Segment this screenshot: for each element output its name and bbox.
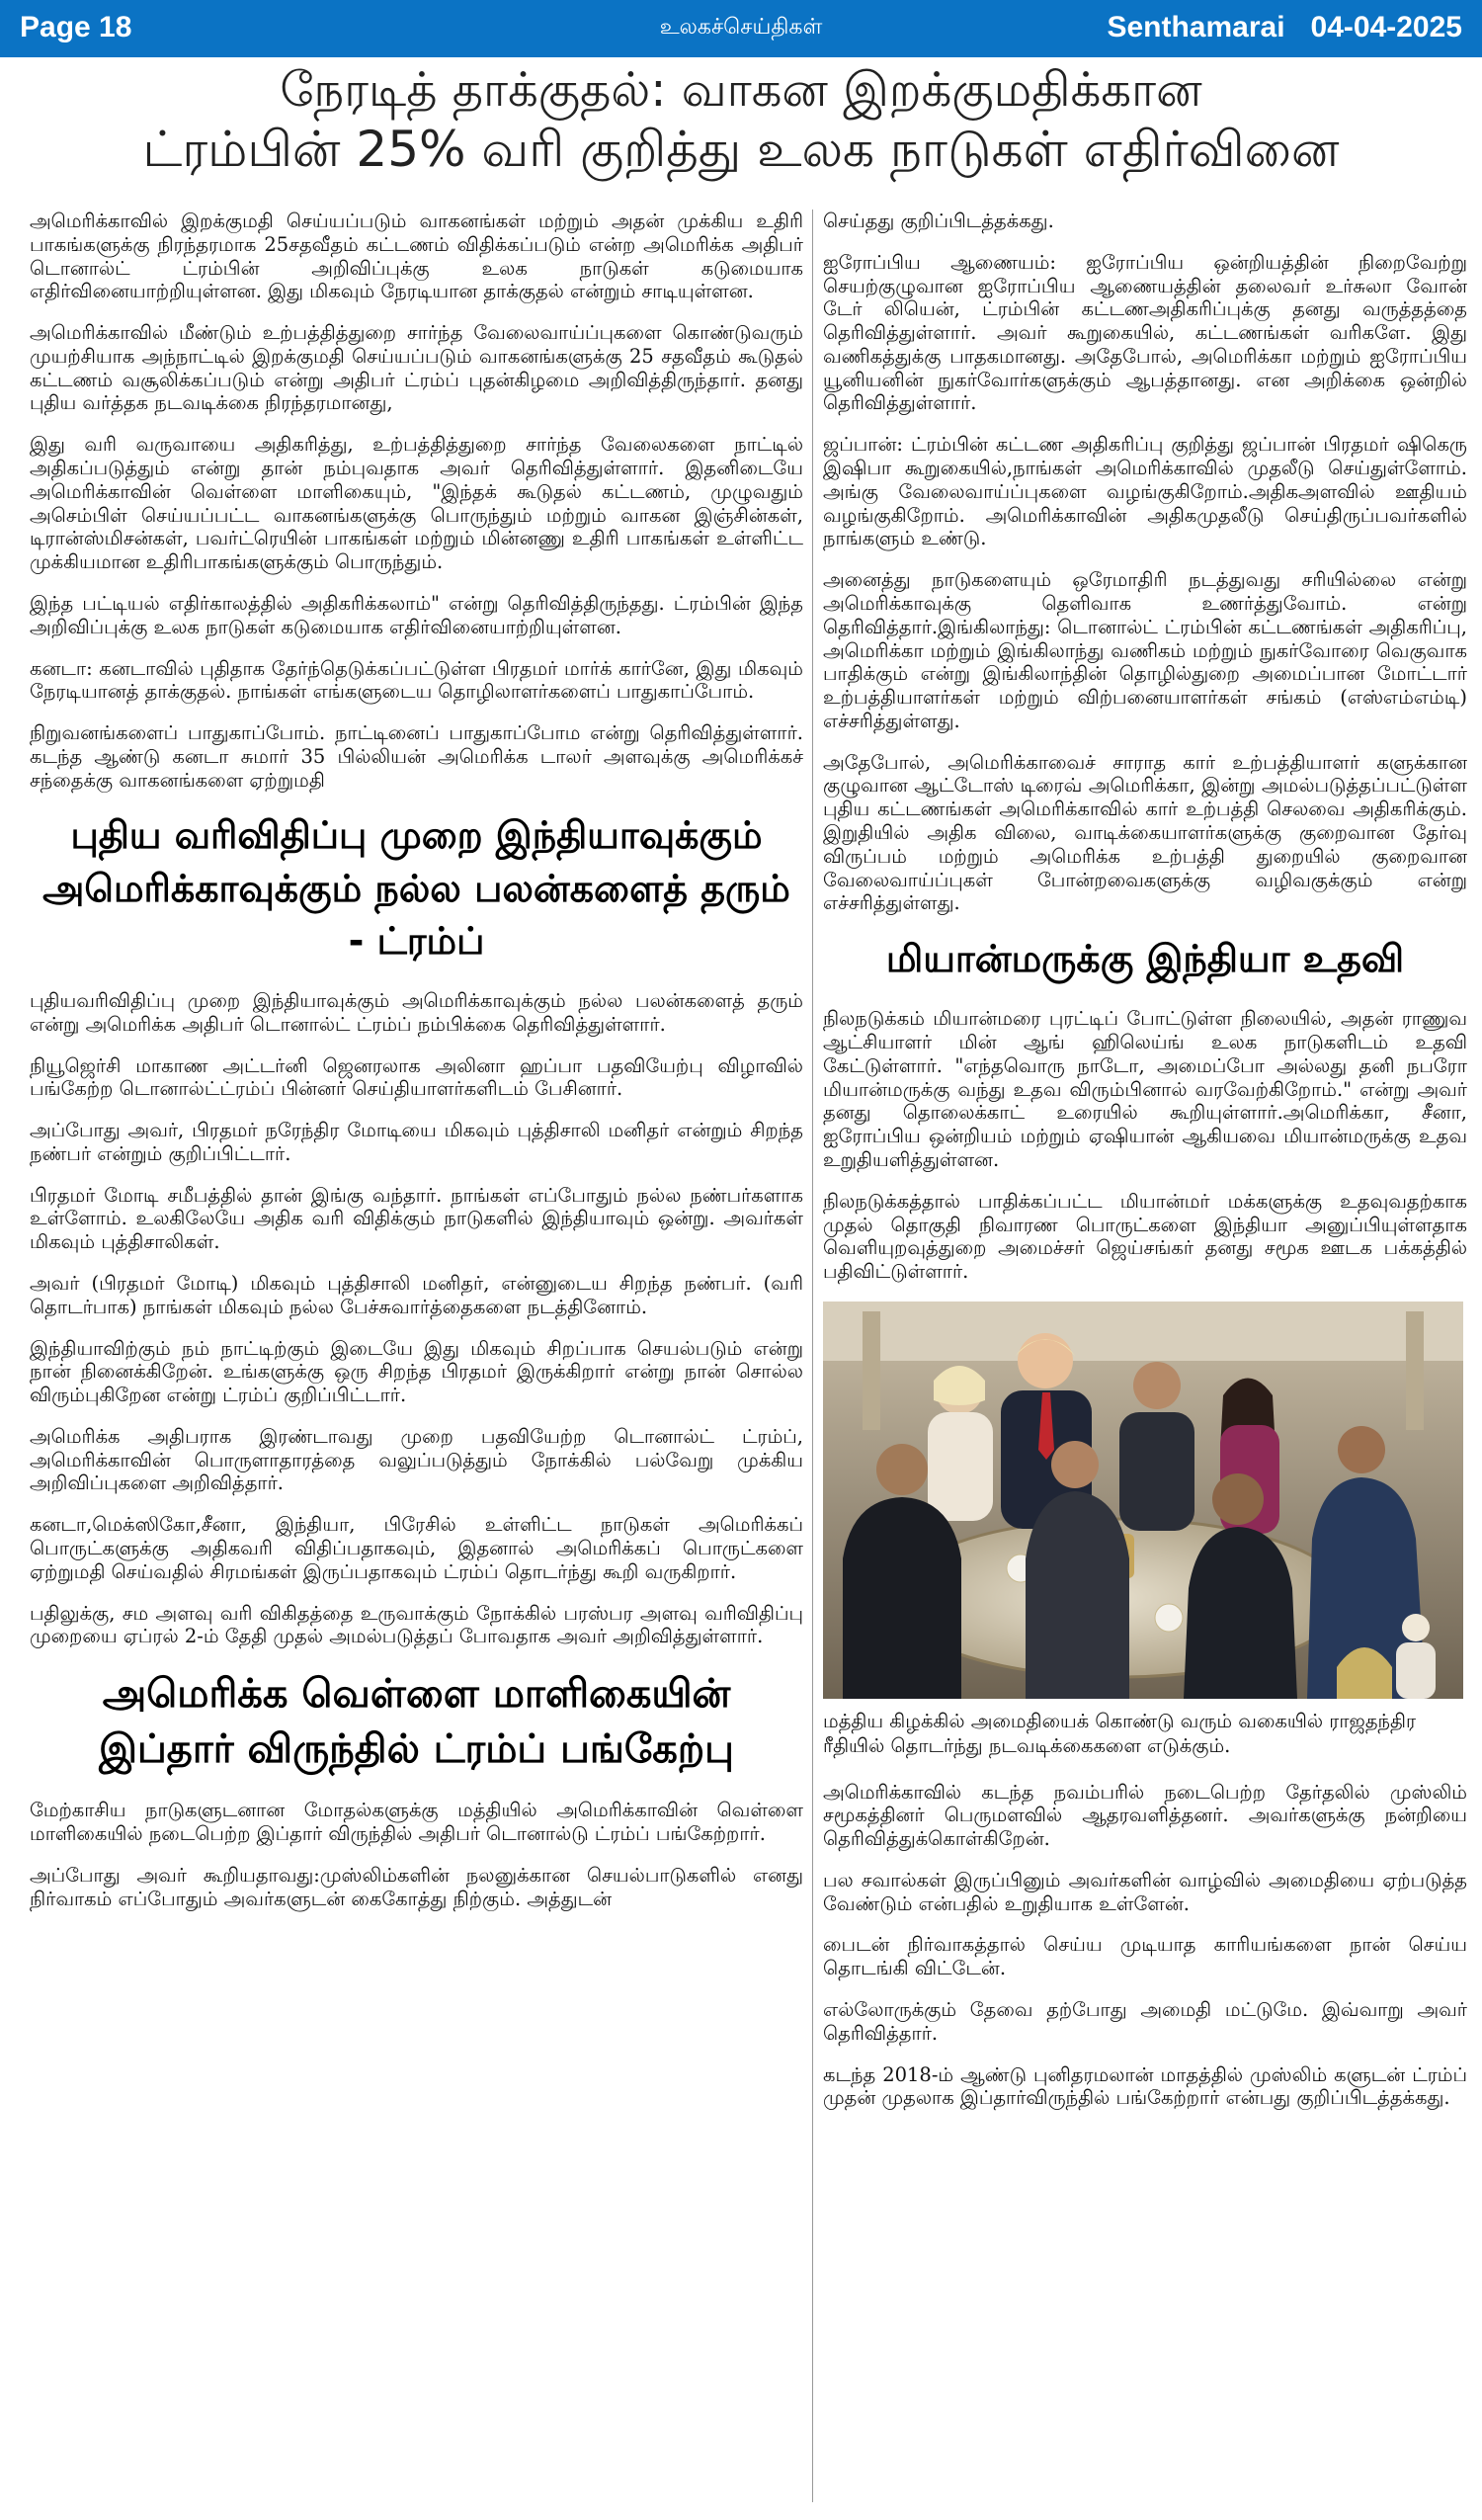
article-paragraph: நிலநடுக்கம் மியான்மரை புரட்டிப் போட்டுள்ள நிலையில், அதன் ராணுவ ஆட்சியாளர் மின் ஆங் ஹிலெய்ங் உலக நாடுகளிடம் உதவி கேட்டுள்ளார். "எந்தவொரு நாடோ, அமைப்போ அல்லது தனி நபரோ மியான்மருக்கு வந்து உதவ விரும்பினால் வரவேற்கிறோம்." என்று அவர் தனது தொலைக்காட் உரையில் கூறியுள்ளார்.அமெரிக்கா, சீனா, ஐரோப்பிய ஒன்றியம் மற்றும் ஏஷியான் ஆகியவை மியான்மருக்கு உதவ உறுதியளித்துள்ளன. (823, 1007, 1467, 1171)
article-paragraph: இந்த பட்டியல் எதிர்காலத்தில் அதிகரிக்கலாம்" என்று தெரிவித்திருந்தது. ட்ரம்பின் இந்த அறிவிப்புக்கு உலக நாடுகள் கடுமையாக எதிர்வினையாற்றியுள்ளன. (30, 591, 803, 638)
subheadline-iftar: அமெரிக்க வெள்ளை மாளிகையின் இப்தார் விருந்தில் ட்ரம்ப் பங்கேற்பு (99, 1671, 734, 1773)
article-tariff-continued (823, 210, 1467, 915)
article-paragraph: அனைத்து நாடுகளையும் ஒரேமாதிரி நடத்துவது சரியில்லை என்று அமெரிக்காவுக்கு தெளிவாக உணர்த்துவோம். என்று தெரிவித்தார்.இங்கிலாந்து: டொனால்ட் ட்ரம்பின் கட்டணங்கள் அதிகரிப்பு, அமெரிக்கா மற்றும் இங்கிலாந்து வணிகம் மற்றும் நுகர்வோரை வெகுவாக பாதிக்கும் என்று இங்கிலாந்தின் தொழில்துறை அமைப்பான மோட்டார் உற்பத்தியாளர்கள் மற்றும் விற்பனையாளர்கள் சங்கம் (எஸ்எம்எம்டி) எச்சரித்துள்ளது. (823, 568, 1467, 732)
article-paragraph: ஐரோப்பிய ஆணையம்: ஐரோப்பிய ஒன்றியத்தின் நிறைவேற்று செயற்குழுவான ஐரோப்பிய ஆணையத்தின் தலைவர் உர்சுலா வோன் டேர் லியென், ட்ரம்பின் கட்டணஅதிகரிப்புக்கு தனது வருத்தத்தை தெரிவித்துள்ளார். அவர் கூறுகையில், கட்டணங்கள் வரிகளே. இது வணிகத்துக்கு பாதகமானது. அதேபோல், அமெரிக்கா மற்றும் ஐரோப்பிய யூனியனின் நுகர்வோர்களுக்கும் ஆபத்தானது. என அறிக்கை ஒன்றில் தெரிவித்துள்ளார். (823, 250, 1467, 415)
publication-name: Senthamarai (1107, 11, 1285, 43)
article-paragraph: மேற்காசிய நாடுகளுடனான மோதல்களுக்கு மத்தியில் அமெரிக்காவின் வெள்ளை மாளிகையில் நடைபெற்ற இப்தார் விருந்தில் அதிபர் டொனால்டு ட்ரம்ப் பங்கேற்றார். (30, 1799, 803, 1845)
article-paragraph: பல சவால்கள் இருப்பினும் அவர்களின் வாழ்வில் அமைதியை ஏற்படுத்த வேண்டும் என்பதில் உறுதியாக உள்ளேன். (823, 1868, 1467, 1915)
article-paragraph: பைடன் நிர்வாகத்தால் செய்ய முடியாத காரியங்களை நான் செய்ய தொடங்கி விட்டேன். (823, 1933, 1467, 1980)
article-paragraph: புதியவரிவிதிப்பு முறை இந்தியாவுக்கும் அமெரிக்காவுக்கும் நல்ல பலன்களைத் தரும் என்று அமெரிக்க அதிபர் டொனால்ட் ட்ரம்ப் நம்பிக்கை தெரிவித்துள்ளார். (30, 988, 803, 1036)
subheadline-india-tariff: புதிய வரிவிதிப்பு முறை இந்தியாவுக்கும் அமெரிக்காவுக்கும் நல்ல பலன்களைத் தரும் - ட்ரம்ப் (42, 813, 790, 963)
article-paragraph: கனடா: கனடாவில் புதிதாக தேர்ந்தெடுக்கப்பட்டுள்ள பிரதமர் மார்க் கார்னே, இது மிகவும் நேரடியானத் தாக்குதல். நாங்கள் எங்களுடைய தொழிலாளர்களைப் பாதுகாப்போம். (30, 656, 803, 704)
main-headline (20, 61, 1462, 180)
article-paragraph: நியூஜெர்சி மாகாண அட்டர்னி ஜெனரலாக அலினா ஹப்பா பதவியேற்பு விழாவில் பங்கேற்ற டொனால்ட்ட்ரம்ப் பின்னர் செய்தியாளர்களிடம் பேசினார். (30, 1053, 803, 1101)
article-iftar (30, 1799, 803, 1910)
headline-line-2: ட்ரம்பின் 25% வரி குறித்து உலக நாடுகள் எதிர்வினை (142, 120, 1340, 178)
headline-line-1: நேரடித் தாக்குதல்: வாகன இறக்குமதிக்கான (280, 62, 1202, 118)
article-paragraph: இது வரி வருவாயை அதிகரித்து, உற்பத்தித்துறை சார்ந்த வேலைகளை நாட்டில் அதிகப்படுத்தும் என்று தான் நம்புவதாக அவர் தெரிவித்துள்ளார். இதனிடையே அமெரிக்காவின் வெள்ளை மாளிகையும், "இந்தக் கூடுதல் கட்டணம், முழுவதும் அசெம்பிள் செய்யப்பட்ட வாகனங்களுக்கு பொருந்தும் மற்றும் வாகன இஞ்சின்கள், டிரான்ஸ்மிசன்கள், பவர்ட்ரெயின் பாகங்கள் மற்றும் மின்னணு உதிரி பாகங்கள் உள்ளிட்ட முக்கியமான உதிரிபாகங்களுக்கும் பொருந்தும். (30, 433, 803, 574)
section-title: உலகச்செய்திகள் (659, 14, 823, 39)
article-myanmar (823, 1007, 1467, 1284)
subheadline-myanmar: மியான்மருக்கு இந்தியா உதவி (885, 937, 1405, 981)
article-paragraph: அதேபோல், அமெரிக்காவைச் சாராத கார் உற்பத்தியாளர் களுக்கான குழுவான ஆட்டோஸ் டிரைவ் அமெரிக்கா, இன்று அமல்படுத்தப்பட்டுள்ள புதிய கட்டணங்கள் அமெரிக்காவில் கார் உற்பத்தி செலவை அதிகரிக்கும். இறுதியில் அதிக விலை, வாடிக்கையாளர்களுக்கு குறைவான தேர்வு விருப்பம் மற்றும் அமெரிக்க உற்பத்தி துறையில் குறைவான வேலைவாய்ப்புகள் போன்றவைகளுக்கு வழிவகுக்கும் என்று எச்சரித்துள்ளது. (823, 750, 1467, 915)
article-india-tariff (30, 989, 803, 1648)
article-paragraph: அப்போது அவர் கூறியதாவது:முஸ்லிம்களின் நலனுக்கான செயல்பாடுகளில் எனது நிர்வாகம் எப்போதும் அவர்களுடன் கைகோத்து நிற்கும். அத்துடன் (30, 1863, 803, 1910)
article-paragraph: அமெரிக்காவில் மீண்டும் உற்பத்தித்துறை சார்ந்த வேலைவாய்ப்புகளை கொண்டுவரும் முயற்சியாக அந்நாட்டில் இறக்குமதி செய்யப்படும் வாகனங்களுக்கு 25 சதவீதம் கூடுதல் கட்டணம் வசூலிக்கப்படும் என்று அதிபர் ட்ரம்ப் புதன்கிழமை அறிவித்திருந்தார். தனது புதிய வர்த்தக நடவடிக்கை நிரந்தரமானது, (30, 321, 803, 415)
article-paragraph: கனடா,மெக்ஸிகோ,சீனா, இந்தியா, பிரேசில் உள்ளிட்ட நாடுகள் அமெரிக்கப் பொருட்களுக்கு அதிகவரி விதிப்பதாகவும், இதனால் அமெரிக்கப் பொருட்களை ஏற்றுமதி செய்வதில் சிரமங்கள் இருப்பதாகவும் ட்ரம்ப் தொடர்ந்து கூறி வருகிறார். (30, 1513, 803, 1583)
article-paragraph: பிரதமர் மோடி சமீபத்தில் தான் இங்கு வந்தார். நாங்கள் எப்போதும் நல்ல நண்பர்களாக உள்ளோம். உலகிலேயே அதிக வரி விதிக்கும் நாடுகளில் இந்தியாவும் ஒன்று. அவர்கள் மிகவும் புத்திசாலிகள். (30, 1183, 803, 1254)
article-paragraph: எல்லோருக்கும் தேவை தற்போது அமைதி மட்டுமே. இவ்வாறு அவர் தெரிவித்தார். (823, 1998, 1467, 2045)
article-paragraph: நிலநடுக்கத்தால் பாதிக்கப்பட்ட மியான்மர் மக்களுக்கு உதவுவதற்காக முதல் தொகுதி நிவாரண பொருட்களை இந்தியா அனுப்பியுள்ளதாக வெளியுறவுத்துறை அமைச்சர் ஜெய்சங்கர் தனது சமூக ஊடக பக்கத்தில் பதிவிட்டுள்ளார். (823, 1189, 1467, 1284)
article-paragraph: இந்தியாவிற்கும் நம் நாட்டிற்கும் இடையே இது மிகவும் சிறப்பாக செயல்படும் என்று நான் நினைக்கிறேன். உங்களுக்கு ஒரு சிறந்த பிரதமர் இருக்கிறார் என்று நான் சொல்ல விரும்புகிறேன என்று ட்ரம்ப் குறிப்பிட்டார். (30, 1336, 803, 1407)
article-paragraph: அமெரிக்காவில் கடந்த நவம்பரில் நடைபெற்ற தேர்தலில் முஸ்லிம் சமூகத்தினர் பெருமளவில் ஆதரவளித்தனர். அவர்களுக்கு நன்றியை தெரிவித்துக்கொள்கிறேன். (823, 1780, 1467, 1851)
left-column (30, 210, 803, 2502)
article-tariff (30, 210, 803, 792)
article-paragraph: கடந்த 2018-ம் ஆண்டு புனிதரமலான் மாதத்தில் முஸ்லிம் களுடன் ட்ரம்ப் முதன் முதலாக இப்தார்விருந்தில் பங்கேற்றார் என்பது குறிப்பிடத்தக்கது. (823, 2062, 1467, 2110)
article-iftar-continued (823, 1781, 1467, 2111)
article-paragraph: அமெரிக்க அதிபராக இரண்டாவது முறை பதவியேற்ற டொனால்ட் ட்ரம்ப், அமெரிக்காவின் பொருளாதாரத்தை வலுப்படுத்தும் நோக்கில் பல்வேறு முக்கிய அறிவிப்புகளை அறிவித்தார். (30, 1424, 803, 1495)
article-paragraph: நிறுவனங்களைப் பாதுகாப்போம். நாட்டினைப் பாதுகாப்போம என்று தெரிவித்துள்ளார். கடந்த ஆண்டு கனடா சுமார் 35 பில்லியன் அமெரிக்க டாலர் அளவுக்கு அமெரிக்கச் சந்தைக்கு வாகனங்களை ஏற்றுமதி (30, 721, 803, 792)
page-header (0, 0, 1482, 57)
article-paragraph: செய்தது குறிப்பிடத்தக்கது. (823, 210, 1054, 232)
article-paragraph: அமெரிக்காவில் இறக்குமதி செய்யப்படும் வாகனங்கள் மற்றும் அதன் முக்கிய உதிரி பாகங்களுக்கு நிரந்தரமாக 25சதவீதம் கட்டணம் விதிக்கப்படும் என்ற அமெரிக்க அதிபர் டொனால்ட் ட்ரம்பின் அறிவிப்புக்கு உலக நாடுகள் கடுமையாக எதிர்வினையாற்றியுள்ளன. இது மிகவும் நேரடியான தாக்குதல் என்றும் சாடியுள்ளன. (30, 210, 803, 303)
iftar-dinner-photo-illustration (823, 1302, 1463, 1699)
masthead (1107, 11, 1462, 44)
column-divider (812, 210, 813, 2502)
article-paragraph: பதிலுக்கு, சம அளவு வரி விகிதத்தை உருவாக்கும் நோக்கில் பரஸ்பர அளவு வரிவிதிப்பு முறையை ஏப்ரல் 2-ம் தேதி முதல் அமல்படுத்தப் போவதாக அவர் அறிவித்துள்ளார். (30, 1601, 803, 1648)
page-number: Page 18 (20, 11, 132, 43)
issue-date: 04-04-2025 (1310, 11, 1462, 43)
article-paragraph: அப்போது அவர், பிரதமர் நரேந்திர மோடியை மிகவும் புத்திசாலி மனிதர் என்றும் சிறந்த நண்பர் என்றும் குறிப்பிட்டார். (30, 1119, 803, 1165)
article-paragraph: ஜப்பான்: ட்ரம்பின் கட்டண அதிகரிப்பு குறித்து ஜப்பான் பிரதமர் ஷிகெரு இஷிபா கூறுகையில்,நாங்கள் அமெரிக்காவில் முதலீடு செய்துள்ளோம். அங்கு வேலைவாய்ப்புகளை வழங்குகிறோம்.அதிகஅளவில் ஊதியம் வழங்குகிறோம். அமெரிக்காவின் அதிகமுதலீடு செய்திருப்பவர்களில் நாங்களும் உண்டு. (823, 433, 1467, 550)
article-paragraph: அவர் (பிரதமர் மோடி) மிகவும் புத்திசாலி மனிதர், என்னுடைய சிறந்த நண்பர். (வரி தொடர்பாக) நாங்கள் மிகவும் நல்ல பேச்சுவார்த்தைகளை நடத்தினோம். (30, 1272, 803, 1318)
right-column (823, 210, 1467, 2502)
iftar-dinner-photo (823, 1302, 1463, 1699)
photo-caption: மத்திய கிழக்கில் அமைதியைக் கொண்டு வரும் வகையில் ராஜதந்திர ரீதியில் தொடர்ந்து நடவடிக்கைகளை எடுக்கும். (823, 1709, 1417, 1758)
